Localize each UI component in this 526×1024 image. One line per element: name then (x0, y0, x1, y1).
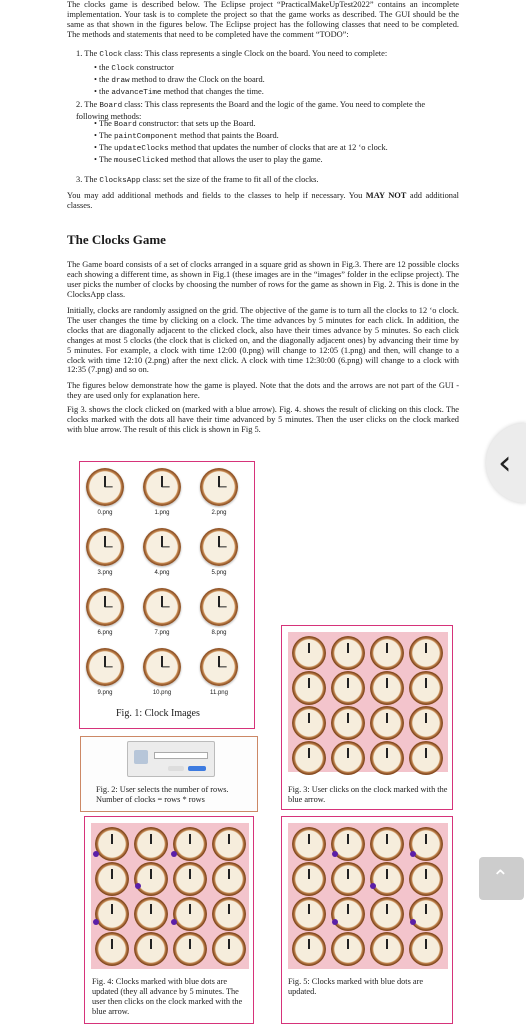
marker-dot (171, 851, 177, 857)
board-clock (370, 932, 404, 966)
note-paragraph: You may add additional methods and fields to the classes to help if necessary. You MAY NOT add additional classes. (67, 191, 460, 210)
method-item: • the draw method to draw the Clock on the board. (94, 75, 265, 85)
board-clock (292, 671, 326, 705)
figure-3 (281, 625, 453, 810)
board-clock (212, 827, 246, 861)
marker-dot (93, 851, 99, 857)
board-clock (331, 636, 365, 670)
scroll-to-top-button[interactable] (479, 857, 524, 900)
clock-image (200, 528, 238, 566)
clock-image-label: 11.png (210, 690, 228, 696)
board-clock (331, 671, 365, 705)
clock-image (86, 528, 124, 566)
board-clock (409, 706, 443, 740)
board-clock (173, 897, 207, 931)
marker-dot (93, 919, 99, 925)
board-clock (212, 932, 246, 966)
board-clock (331, 932, 365, 966)
board-clock (370, 897, 404, 931)
board-clock (292, 827, 326, 861)
figure-5-caption: Fig. 5: Clocks marked with blue dots are updated. (288, 977, 424, 996)
clock-image (143, 648, 181, 686)
clock-image (200, 588, 238, 626)
board-clock (331, 897, 365, 931)
paragraph-rules: Initially, clocks are randomly assigned on the grid. The objective of the game is to turn all the clocks to 12 ‘o clock. The user changes the time by clicking on a clock. The time advances by 5 minutes for each click. In addition, the clocks that are diagonally adjacent to the clicked clock, also have their times advance by 5 minutes. So each click changes at most 5 clocks (the clock that is clicked on, and the diagonally adjacent ones) by advancing their time by 5 minutes. For example, a clock with time 12:00 (0.png) will change to 12:05 (1.png) and then, will change to a clock with time 12:10 (2.png) after the next click. A clock with time 12:30:00 (6.png) will change to a clock with 12:35 (7.png) and so on. (67, 306, 459, 375)
marker-dot (135, 883, 141, 889)
board-clock (292, 741, 326, 775)
app-icon (134, 750, 148, 764)
board-clock (173, 932, 207, 966)
clock-board (288, 823, 448, 969)
clock-image (86, 468, 124, 506)
board-clock (95, 862, 129, 896)
paragraph-figures-note: The figures below demonstrate how the game is played. Note that the dots and the arrows are not part of the GUI - they are used only for explanation here. (67, 381, 459, 400)
figure-1-caption: Fig. 1: Clock Images (116, 708, 200, 719)
clock-image-label: 8.png (211, 630, 227, 636)
board-clock (292, 706, 326, 740)
marker-dot (370, 883, 376, 889)
board-clock (134, 932, 168, 966)
method-item: • The mouseClicked method that allows the user to play the game. (94, 155, 323, 165)
clock-image (143, 528, 181, 566)
board-clock (409, 741, 443, 775)
marker-dot (171, 919, 177, 925)
section-heading: The Clocks Game (67, 232, 166, 247)
figure-2-dialog-screenshot (80, 736, 258, 812)
board-clock (95, 827, 129, 861)
rows-input-field (154, 752, 208, 759)
figure-4 (84, 816, 254, 1024)
board-clock (370, 706, 404, 740)
board-clock (370, 862, 404, 896)
board-clock (409, 671, 443, 705)
method-item: • The updateClocks method that updates the number of clocks that are at 12 ‘o clock. (94, 143, 388, 153)
clock-image-label: 2.png (211, 510, 227, 516)
board-clock (134, 862, 168, 896)
board-clock (370, 827, 404, 861)
board-clock (409, 636, 443, 670)
paragraph-figure-walkthrough: Fig 3. shows the clock clicked on (marked with a blue arrow). Fig. 4. shows the result of clicking on this clock. The clocks marked with the dots all have their time advanced by 5 minutes. Then the user clicks on the clock marked with blue arrow. The result of this click is shown in Fig 5. (67, 405, 459, 434)
cancel-button (168, 766, 184, 771)
board-clock (292, 897, 326, 931)
method-item: • the Clock constructor (94, 63, 174, 73)
clock-image-label: 0.png (97, 510, 113, 516)
class-item: 1. The Clock class: This class represents a single Clock on the board. You need to complete: (76, 49, 388, 59)
clock-image (200, 648, 238, 686)
clock-board (288, 632, 448, 772)
clock-image-label: 6.png (97, 630, 113, 636)
board-clock (95, 897, 129, 931)
clock-image-label: 10.png (152, 690, 172, 696)
clock-image (86, 588, 124, 626)
clock-image (143, 468, 181, 506)
marker-dot (332, 919, 338, 925)
ok-button (188, 766, 206, 771)
clock-image-label: 9.png (97, 690, 113, 696)
board-clock (134, 827, 168, 861)
paragraph-board: The Game board consists of a set of clocks arranged in a square grid as shown in Fig.3. There are 12 possible clocks each showing a different time, as shown in Fig.1 (these images are in the “images” folder in the eclipse project). The user picks the number of clocks by choosing the number of rows for the game as shown in Fig. 2. This is done in the ClocksApp class. (67, 260, 459, 299)
board-clock (370, 671, 404, 705)
chevron-up-icon: ⌃ (492, 865, 509, 889)
figure-1-clock-images (79, 461, 255, 729)
board-clock (292, 862, 326, 896)
board-clock (95, 932, 129, 966)
clock-image-label: 1.png (154, 510, 170, 516)
method-item: • The Board constructor: that sets up the Board. (94, 119, 256, 129)
board-clock (370, 636, 404, 670)
class-item: 3. The ClocksApp class: set the size of the frame to fit all of the clocks. (76, 175, 319, 185)
clock-image (86, 648, 124, 686)
figure-4-caption: Fig. 4: Clocks marked with blue dots are updated (they all advance by 5 minutes. The user then clicks on the clock marked with the blue arrow. (92, 977, 243, 1016)
clock-image-label: 3.png (97, 570, 113, 576)
board-clock (409, 932, 443, 966)
board-clock (173, 827, 207, 861)
clock-image-label: 4.png (154, 570, 170, 576)
class-item: 2. The Board class: This class represents the Board and the logic of the game. You need to complete the following methods: (76, 100, 426, 121)
board-clock (370, 741, 404, 775)
clock-image (143, 588, 181, 626)
method-item: • The paintComponent method that paints the Board. (94, 131, 279, 141)
clock-image (200, 468, 238, 506)
marker-dot (410, 851, 416, 857)
chevron-left-icon: ‹ (498, 443, 512, 483)
marker-dot (410, 919, 416, 925)
board-clock (134, 897, 168, 931)
board-clock (292, 636, 326, 670)
figure-5 (281, 816, 453, 1024)
rows-input-dialog (127, 741, 215, 777)
board-clock (212, 897, 246, 931)
figure-2-caption: Fig. 2: User selects the number of rows. Number of clocks = rows * rows (96, 785, 229, 804)
method-item: • the advanceTime method that changes the time. (94, 87, 264, 97)
board-clock (331, 741, 365, 775)
board-clock (409, 862, 443, 896)
clock-board (91, 823, 249, 969)
figure-3-caption: Fig. 3: User clicks on the clock marked with the blue arrow. (288, 785, 448, 804)
board-clock (292, 932, 326, 966)
clock-image-label: 7.png (154, 630, 170, 636)
board-clock (331, 862, 365, 896)
board-clock (173, 862, 207, 896)
board-clock (212, 862, 246, 896)
intro-paragraph: The clocks game is described below. The Eclipse project “PracticalMakeUpTest2022” contains an incomplete implementation. Your task is to complete the project so that the game works as described. The GUI should be the same as that shown in the figures below. The Eclipse project has the following classes that need to be completed. The methods and statements that need to be completed have the comment “TODO”: (67, 0, 459, 39)
board-clock (331, 706, 365, 740)
marker-dot (332, 851, 338, 857)
clock-image-label: 5.png (211, 570, 227, 576)
board-clock (409, 897, 443, 931)
